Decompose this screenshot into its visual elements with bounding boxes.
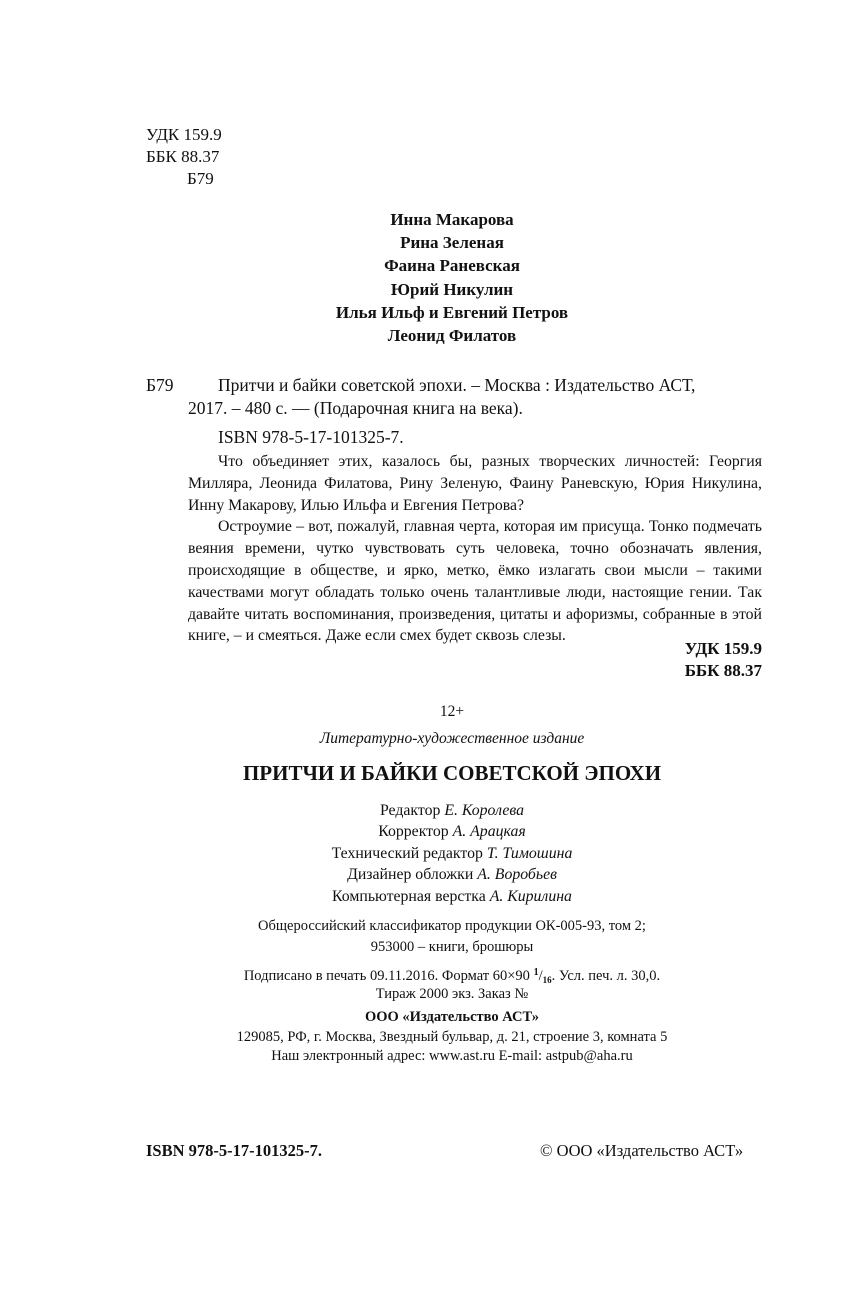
annotation-udk: УДК 159.9 [684,639,762,658]
catalog-entry-isbn: ISBN 978-5-17-101325-7. [218,427,404,447]
credits-list [0,800,844,907]
credit-role: Корректор [378,823,449,841]
catalog-entry-code: Б79 [146,375,174,395]
credit-role: Компьютерная верстка [332,887,486,905]
author-mark: Б79 [187,169,214,188]
credit-role: Дизайнер обложки [347,866,474,884]
genre-label: Литературно-художественное издание [319,730,585,747]
publisher-contact: Наш электронный адрес: www.ast.ru E-mail: astpub@aha.ru [271,1048,633,1064]
credit-role: Редактор [379,802,441,819]
print-run: Тираж 2000 экз. Заказ № [375,986,529,1002]
author-name: Юрий Никулин [390,279,514,299]
annotation [188,451,762,647]
classifier-line: 953000 – книги, брошюры [370,939,534,955]
authors-list [0,208,844,347]
credit-line [0,864,844,885]
credit-line [0,843,844,864]
credit-line [0,800,844,821]
classifier-line: Общероссийский классификатор продукции ОК-005-93, том 2; [258,918,646,934]
credit-role: Технический редактор [331,844,483,862]
format-label: Формат 60×90 [441,968,530,984]
udk-code: УДК 159.9 [146,125,222,144]
format-slash: / [538,968,543,984]
catalog-entry-details: 2017. – 480 с. — (Подарочная книга на века). [188,398,523,418]
bbk-code: ББК 88.37 [146,147,220,166]
annotation-bbk: ББК 88.37 [684,661,762,680]
author-name: Леонид Филатов [387,326,517,346]
publisher-address: 129085, РФ, г. Москва, Звездный бульвар, д. 21, строение 3, комната 5 [236,1029,668,1045]
credit-line [0,886,844,907]
author-name: Фаина Раневская [384,256,520,276]
author-name: Инна Макарова [390,210,514,229]
format-numerator: 1 [533,967,539,978]
annotation-paragraph: Что объединяет этих, казалось бы, разных творческих личностей: Георгия Милляра, Леонида Филатова, Рину Зеленую, Фаину Раневскую, Юрия Никулина, Инну Макарову, Илью Ильфа и Евгения Петрова? [188,453,762,514]
print-sheets: . Усл. печ. л. 30,0. [551,968,661,984]
credit-name: А. Арацкая [452,823,526,841]
credit-name: Е. Королева [444,802,525,819]
catalog-entry-title: Притчи и байки советской эпохи. – Москва : Издательство АСТ, [218,375,696,395]
credit-name: А. Воробьев [477,866,557,884]
signed-date: Подписано в печать 09.11.2016. [243,968,439,984]
credit-line [0,821,844,842]
book-title: ПРИТЧИ И БАЙКИ СОВЕТСКОЙ ЭПОХИ [242,761,662,785]
author-name: Илья Ильф и Евгений Петров [335,302,569,322]
publisher-name: ООО «Издательство АСТ» [364,1009,540,1025]
age-rating: 12+ [439,703,465,720]
annotation-paragraph: Остроумие – вот, пожалуй, главная черта, которая им присуща. Тонко подмечать веяния времени, чутко чувствовать суть человека, точно обозначать явления, происходящие в обществе, и ярко, метко, ёмко излагать свои мысли – такими качествами могут обладать только очень талантливые люди, настоящие гении. Так давайте читать воспоминания, произведения, цитаты и афоризмы, собранные в этой книге, – и смеяться. Даже если смех будет сквозь слезы. [188,518,762,645]
footer-isbn: ISBN 978-5-17-101325-7. [146,1141,322,1160]
copyright-notice: © ООО «Издательство АСТ» [540,1141,744,1160]
format-denominator: 16 [542,975,552,985]
credit-name: Т. Тимошина [486,844,573,862]
author-name: Рина Зеленая [400,233,504,253]
credit-name: А. Кирилина [489,887,572,905]
